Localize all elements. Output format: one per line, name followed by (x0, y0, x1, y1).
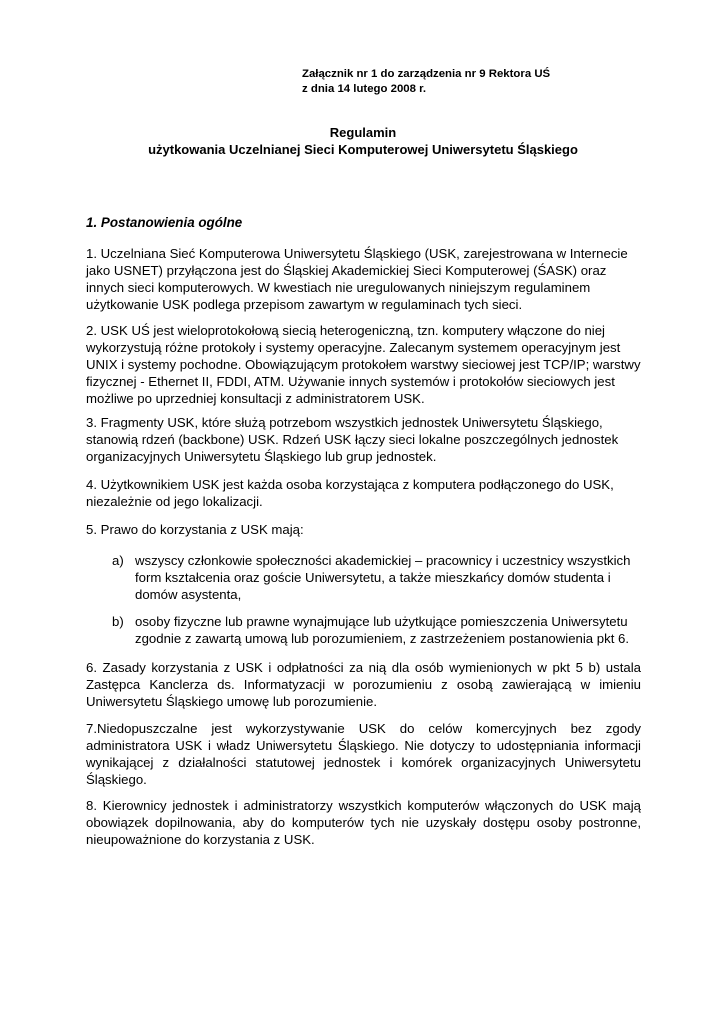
list-text-a: wszyscy członkowie społeczności akademickiej – pracownicy i uczestnicy wszystkich form kształcenia oraz goście Uniwersytetu, a także mieszkańcy domów studenta i domów asystenta, (135, 553, 631, 602)
paragraph-3: 3. Fragmenty USK, które służą potrzebom wszystkich jednostek Uniwersytetu Śląskiego, stanowią rdzeń (backbone) USK. Rdzeń USK łączy sieci lokalne poszczególnych jednostek organizacyjnych Uniwersytetu Śląskiego lub grup jednostek. (86, 415, 619, 464)
list-text-b: osoby fizyczne lub prawne wynajmujące lub użytkujące pomieszczenia Uniwersytetu zgodnie z zawartą umową lub porozumieniem, z zastrzeżeniem postanowienia pkt 6. (135, 614, 630, 646)
annex-date-line: z dnia 14 lutego 2008 r. (302, 83, 427, 95)
title-subtitle: użytkowania Uczelnianej Sieci Komputerowej Uniwersytetu Śląskiego (148, 141, 578, 157)
paragraph-8: 8. Kierownicy jednostek i administratorzy wszystkich komputerów włączonych do USK mają obowiązek dopilnowania, aby do komputerów tych nie uzyskały dostępu osoby postronne, nieupoważnione do korzystania z USK. (86, 798, 641, 847)
section-heading: 1. Postanowienia ogólne (86, 215, 243, 230)
annex-line-1: Załącznik nr 1 do zarządzenia nr 9 Rektora UŚ (302, 68, 551, 80)
list-item-b (112, 614, 642, 648)
annex-header (302, 67, 550, 97)
paragraph-2: 2. USK UŚ jest wieloprotokołową siecią heterogeniczną, tzn. komputery włączone do niej wykorzystują różne protokoły i systemy operacyjne. Zalecanym systemem operacyjnym jest UNIX i systemy pochodne. Obowiązującym protokołem warstwy sieciowej jest TCP/IP; warstwy fizycznej - Ethernet II, FDDI, ATM. Używanie innych systemów i protokołów sieciowych jest możliwe po uprzedniej konsultacji z administratorem USK. (86, 323, 641, 406)
paragraph-5: 5. Prawo do korzystania z USK mają: (86, 522, 304, 537)
title-regulamin: Regulamin (329, 125, 397, 140)
list-marker-b: b) (112, 614, 124, 629)
paragraph-6: 6. Zasady korzystania z USK i odpłatności za nią dla osób wymienionych w pkt 5 b) ustala Zastępca Kanclerza ds. Informatyzacji w porozumieniu z osobą zawierającą w imieniu Uniwersytetu Śląskiego umowę lub porozumienie. (86, 660, 641, 709)
list-item-a (112, 553, 642, 604)
paragraph-7: 7.Niedopuszczalne jest wykorzystywanie USK do celów komercyjnych bez zgody administratora USK i władz Uniwersytetu Śląskiego. Nie dotyczy to udostępniania informacji wynikającej z działalności statutowej jednostek i komórek organizacyjnych Uniwersytetu Śląskiego. (86, 721, 641, 787)
list-marker-a: a) (112, 553, 124, 568)
paragraph-1: 1. Uczelniana Sieć Komputerowa Uniwersytetu Śląskiego (USK, zarejestrowana w Internecie jako USNET) przyłączona jest do Śląskiej Akademickiej Sieci Komputerowej (ŚASK) oraz innych sieci komputerowych. W kwestiach nie uregulowanych niniejszym regulaminem użytkowanie USK podlega przepisom zawartym w regulaminach tych sieci. (86, 246, 628, 312)
paragraph-4: 4. Użytkownikiem USK jest każda osoba korzystająca z komputera podłączonego do USK, niezależnie od jego lokalizacji. (86, 477, 614, 509)
document-title (86, 125, 640, 158)
